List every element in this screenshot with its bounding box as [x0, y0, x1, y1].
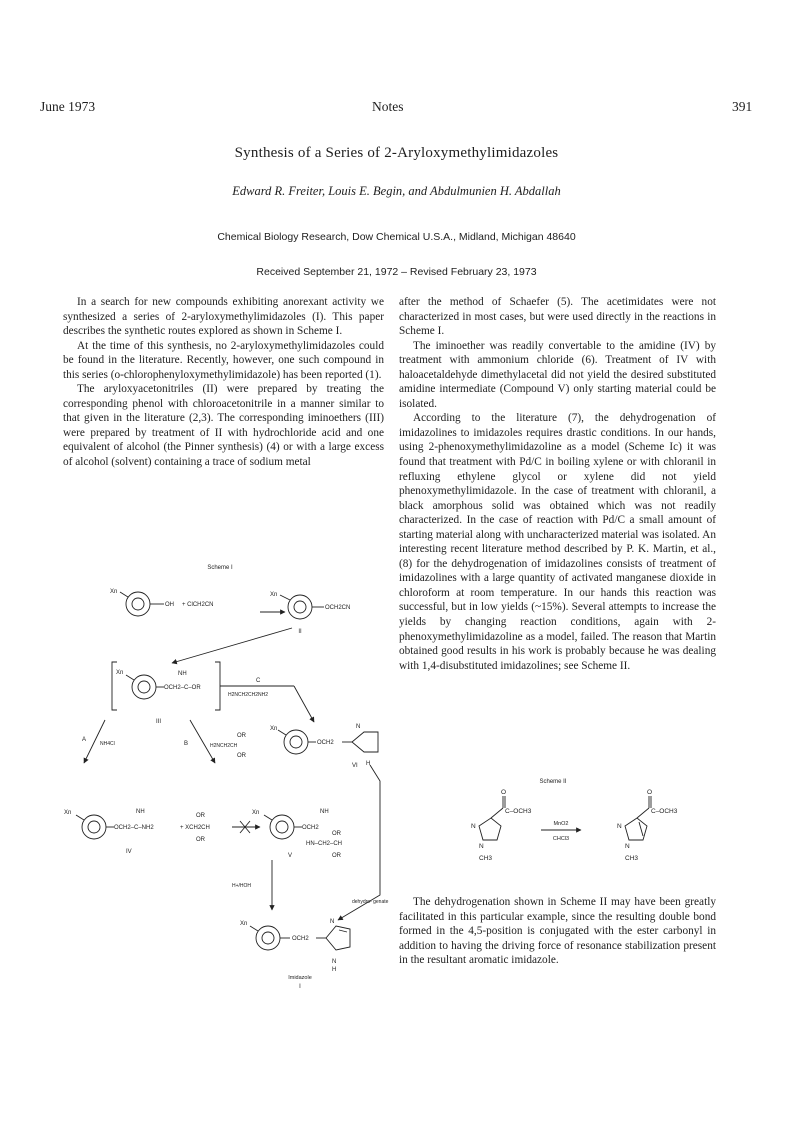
- svg-text:NH: NH: [320, 809, 329, 815]
- svg-text:OR: OR: [332, 831, 341, 837]
- svg-text:IV: IV: [126, 849, 132, 855]
- svg-text:N: N: [356, 724, 361, 730]
- svg-text:+ ClCH2CN: + ClCH2CN: [182, 602, 214, 608]
- svg-text:VI: VI: [352, 763, 358, 769]
- right-column: [399, 295, 716, 673]
- paragraph: In a search for new compounds exhibiting anorexant activity we synthesized a series of 2-aryloxymethylimidazoles (I). This paper describes the synthetic routes explored as shown in Scheme I.: [63, 296, 384, 338]
- svg-text:C–OCH3: C–OCH3: [505, 808, 532, 815]
- author-list: Edward R. Freiter, Louis E. Begin, and Abdulmunien H. Abdallah: [232, 184, 561, 198]
- svg-text:N: N: [617, 823, 622, 830]
- svg-text:Xn: Xn: [116, 670, 124, 676]
- svg-text:B: B: [184, 741, 189, 747]
- svg-text:OR: OR: [196, 813, 205, 819]
- svg-text:H2NCH2CH2NH2: H2NCH2CH2NH2: [228, 692, 269, 698]
- svg-text:+ XCH2CH: + XCH2CH: [180, 825, 210, 831]
- svg-text:OCH2CN: OCH2CN: [325, 605, 351, 611]
- svg-text:N: N: [479, 843, 484, 850]
- running-header-date: June 1973: [40, 99, 96, 114]
- svg-text:Imidazole: Imidazole: [288, 975, 312, 981]
- svg-text:Xn: Xn: [270, 726, 278, 732]
- svg-text:N: N: [332, 959, 337, 965]
- svg-text:V: V: [288, 853, 293, 859]
- svg-text:Xn: Xn: [270, 592, 278, 598]
- svg-text:H2NCH2CH: H2NCH2CH: [210, 743, 238, 749]
- left-column: [63, 295, 384, 470]
- svg-text:A: A: [82, 737, 87, 743]
- paragraph: At the time of this synthesis, no 2-aryloxymethylimidazoles could be found in the literature. Recently, however, one such compound in this series (o-chlorophenyloxymethylimidazole) has been reported (1).: [63, 339, 384, 381]
- svg-text:N: N: [330, 919, 335, 925]
- svg-text:II: II: [298, 629, 302, 635]
- scheme-2-figure: [455, 778, 715, 873]
- svg-text:H: H: [332, 967, 337, 973]
- svg-text:C–OCH3: C–OCH3: [651, 808, 678, 815]
- svg-text:CH3: CH3: [479, 855, 493, 862]
- article-title: Synthesis of a Series of 2-Aryloxymethylimidazoles: [234, 145, 559, 161]
- running-header-section: Notes: [372, 99, 404, 114]
- scheme-label: Scheme I: [207, 565, 233, 571]
- svg-text:OCH2–C–NH2: OCH2–C–NH2: [114, 825, 154, 831]
- svg-text:CH3: CH3: [625, 855, 639, 862]
- received-dates: Received September 21, 1972 – Revised February 23, 1973: [256, 266, 537, 278]
- paragraph: The dehydrogenation shown in Scheme II may have been greatly facilitated in this particular example, since the resulting double bond formed in the 4,5-position is conjugated with the ester carbonyl in addition to having the driving force of resonance stabilization present in the resultant aromatic imidazole.: [399, 896, 716, 967]
- svg-text:III: III: [156, 719, 162, 725]
- scheme-label: Scheme II: [539, 779, 567, 785]
- benzene-ring: [132, 675, 156, 699]
- paragraph: The aryloxyacetonitriles (II) were prepared by treating the corresponding phenol with chloroacetonitrile in a manner similar to that given in the literature (2,3). The corresponding iminoethers (III) were prepared by treatment of II with hydrochloride acid and one equivalent of alcohol (the Pinner synthesis) (4) or with a large excess of alcohol (solvent) containing a trace of sodium metal: [63, 383, 384, 469]
- svg-text:dehydro- genate: dehydro- genate: [352, 899, 389, 905]
- svg-text:CHCl3: CHCl3: [552, 836, 570, 842]
- svg-text:N: N: [625, 843, 630, 850]
- paragraph: The iminoether was readily convertable to the amidine (IV) by treatment with ammonium chloride (6). Treatment of IV with haloacetaldehyde dimethylacetal did not yield the desired substituted amidine intermediate (Compound V) only starting material could be isolated.: [399, 339, 716, 410]
- svg-text:Xn: Xn: [64, 810, 72, 816]
- svg-text:H: H: [366, 761, 371, 767]
- svg-text:NH: NH: [136, 809, 145, 815]
- svg-text:NH4Cl: NH4Cl: [100, 741, 115, 747]
- svg-text:Xn: Xn: [240, 921, 248, 927]
- svg-text:OCH2: OCH2: [292, 936, 309, 942]
- svg-text:NH: NH: [178, 671, 187, 677]
- svg-text:MnO2: MnO2: [553, 821, 569, 827]
- benzene-ring: [288, 595, 312, 619]
- paragraph: after the method of Schaefer (5). The acetimidates were not characterized in most cases, but were used directly in the reactions in Scheme I.: [399, 296, 716, 338]
- scheme-1-figure: [60, 555, 395, 995]
- benzene-ring: [256, 926, 280, 950]
- svg-text:OR: OR: [237, 753, 246, 759]
- svg-text:Xn: Xn: [110, 589, 118, 595]
- svg-text:H+/HOH: H+/HOH: [232, 883, 252, 889]
- svg-text:OCH2–C–OR: OCH2–C–OR: [164, 685, 201, 691]
- benzene-ring: [82, 815, 106, 839]
- svg-text:OH: OH: [165, 602, 174, 608]
- affiliation: Chemical Biology Research, Dow Chemical U.S.A., Midland, Michigan 48640: [217, 231, 576, 243]
- svg-text:OCH2: OCH2: [302, 825, 319, 831]
- paragraph: According to the literature (7), the dehydrogenation of imidazolines to imidazoles requires drastic conditions. In our hands, using 2-phenoxymethylimidazoline as a model (Scheme Ic) it was found that treatment with Pd/C in boiling xylene or with chloranil in refluxing ethylene glycol or xylene did not yield phenoxymethylimidazole. In the case of treatment with chloranil, a black amorphous solid was obtained which was not readily characterized. In the case of reaction with Pd/C a small amount of starting material along with uncharacterized material was isolated. An interesting recent literature method described by P. K. Martin, et al., (8) for the dehydrogenation of imidazolines consists of treatment of imidazolines with a large quantity of activated manganese dioxide in chloroform at room temperature. In our hands this reaction was successful, but in low yields (~15%). Several attempts to increase the yields by changing reaction conditions, again with 2-phenoxymethylimidazoline as a model, failed. The reason that Martin obtained good results in his work is probably because he was dealing with 1,4-disubstituted imidazolines; see Scheme II.: [399, 412, 716, 672]
- benzene-ring: [284, 730, 308, 754]
- svg-text:OCH2: OCH2: [317, 740, 334, 746]
- benzene-ring: [270, 815, 294, 839]
- svg-text:OR: OR: [332, 853, 341, 859]
- svg-text:OR: OR: [196, 837, 205, 843]
- benzene-ring: [126, 592, 150, 616]
- svg-text:O: O: [501, 789, 507, 796]
- right-column-bottom: [399, 895, 716, 968]
- svg-text:C: C: [256, 678, 261, 684]
- svg-text:HN–CH2–CH: HN–CH2–CH: [306, 841, 343, 847]
- svg-text:OR: OR: [237, 733, 246, 739]
- page-number: 391: [732, 99, 753, 114]
- svg-text:O: O: [647, 789, 653, 796]
- svg-text:Xn: Xn: [252, 810, 260, 816]
- svg-text:I: I: [299, 984, 301, 990]
- svg-text:N: N: [471, 823, 476, 830]
